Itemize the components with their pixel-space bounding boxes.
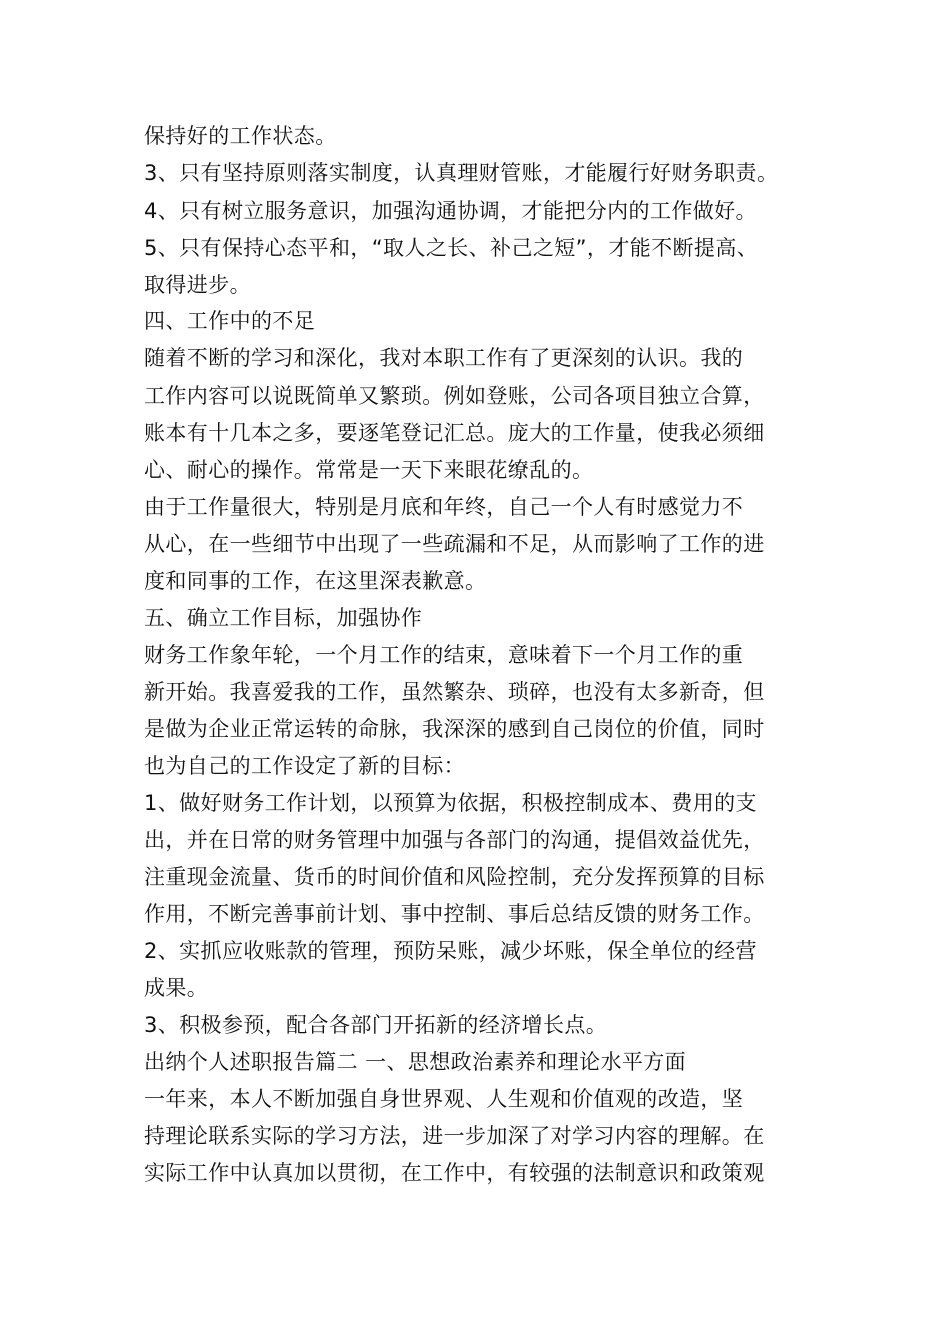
text-line: 实际工作中认真加以贯彻，在工作中，有较强的法制意识和政策观 [144, 1161, 765, 1185]
text-line: 3、只有坚持原则落实制度，认真理财管账，才能履行好财务职责。 [144, 161, 779, 185]
text-line: 工作内容可以说既简单又繁琐。例如登账，公司各项目独立合算， [144, 384, 765, 408]
text-line: 作用，不断完善事前计划、事中控制、事后总结反馈的财务工作。 [144, 902, 765, 926]
text-line: 心、耐心的操作。常常是一天下来眼花缭乱的。 [144, 458, 594, 482]
text-line: 出，并在日常的财务管理中加强与各部门的沟通，提倡效益优先， [144, 828, 765, 852]
text-line: 也为自己的工作设定了新的目标： [144, 754, 465, 778]
text-line: 随着不断的学习和深化，我对本职工作有了更深刻的认识。我的 [144, 346, 744, 370]
text-line: 5、只有保持心态平和，“取人之长、补己之短”，才能不断提高、 [144, 236, 759, 260]
section-heading: 出纳个人述职报告篇二 一、思想政治素养和理论水平方面 [144, 1050, 687, 1074]
text-line: 持理论联系实际的学习方法，进一步加深了对学习内容的理解。在 [144, 1124, 765, 1148]
text-line: 1、做好财务工作计划，以预算为依据，积极控制成本、费用的支 [144, 791, 757, 815]
section-heading: 五、确立工作目标，加强协作 [144, 606, 423, 630]
text-line: 新开始。我喜爱我的工作，虽然繁杂、琐碎，也没有太多新奇，但 [144, 680, 765, 704]
text-line: 由于工作量很大，特别是月底和年终，自己一个人有时感觉力不 [144, 495, 744, 519]
text-line: 度和同事的工作，在这里深表歉意。 [144, 569, 487, 593]
text-line: 3、积极参预，配合各部门开拓新的经济增长点。 [144, 1013, 608, 1037]
text-line: 保持好的工作状态。 [144, 124, 337, 148]
section-heading: 四、工作中的不足 [144, 309, 316, 333]
text-line: 取得进步。 [144, 273, 251, 297]
text-line: 2、实抓应收账款的管理，预防呆账，减少坏账，保全单位的经营 [144, 939, 757, 963]
text-line: 4、只有树立服务意识，加强沟通协调，才能把分内的工作做好。 [144, 199, 757, 223]
text-line: 是做为企业正常运转的命脉，我深深的感到自己岗位的价值，同时 [144, 717, 765, 741]
text-line: 成果。 [144, 976, 209, 1000]
text-line: 账本有十几本之多，要逐笔登记汇总。庞大的工作量，使我必须细 [144, 421, 765, 445]
text-line: 一年来，本人不断加强自身世界观、人生观和价值观的改造，坚 [144, 1087, 744, 1111]
text-line: 从心，在一些细节中出现了一些疏漏和不足，从而影响了工作的进 [144, 532, 765, 556]
text-line: 注重现金流量、货币的时间价值和风险控制，充分发挥预算的目标 [144, 865, 765, 889]
text-line: 财务工作象年轮，一个月工作的结束，意味着下一个月工作的重 [144, 643, 744, 667]
